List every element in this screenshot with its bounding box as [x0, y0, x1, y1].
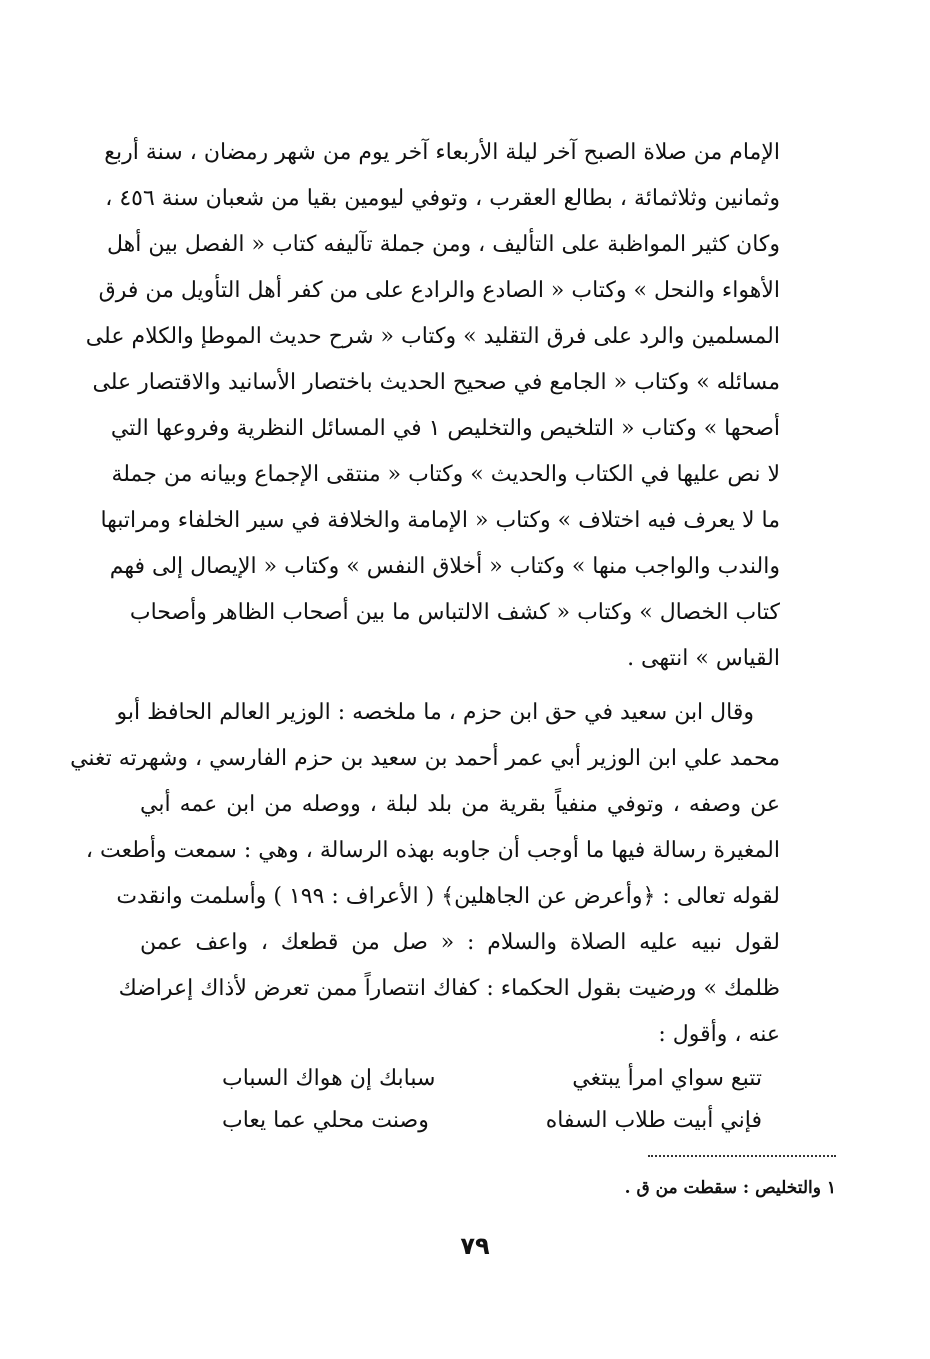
verse-line: [222, 1058, 762, 1100]
text-line: كتاب الخصال » وكتاب « كشف الالتباس ما بين أصحاب الظاهر وأصحاب: [129, 600, 780, 625]
verse-second-hemistich: سبابك إن هواك السباب: [222, 1066, 436, 1091]
text-line: عن وصفه ، وتوفي منفياً بقرية من بلد لبلة ، ووصله من ابن عمه أبي: [140, 792, 780, 817]
text-line: أصحها » وكتاب « التلخيص والتخليص ١ في المسائل النظرية وفروعها التي: [110, 416, 780, 441]
text-line: المسلمين والرد على فرق التقليد » وكتاب « شرح حديث الموطإ والكلام على: [85, 324, 780, 349]
text-line: ظلمك » ورضيت بقول الحكماء : كفاك انتصاراً ممن تعرض لأذاك إعراضك: [118, 976, 780, 1001]
footnote-separator: [648, 1155, 836, 1157]
verse-line: [222, 1100, 762, 1142]
verse-first-hemistich: فإني أبيت طلاب السفاه: [545, 1108, 762, 1133]
text-line: الإمام من صلاة الصبح آخر ليلة الأربعاء آخر يوم من شهر رمضان ، سنة أربع: [104, 140, 780, 165]
text-line: لقوله تعالى : ﴿وأعرض عن الجاهلين﴾ ( الأعراف : ١٩٩ ) وأسلمت وانقدت: [116, 884, 780, 909]
text-line: لا نص عليها في الكتاب والحديث » وكتاب « منتقى الإجماع وبيانه من جملة: [111, 462, 780, 487]
text-line: ما لا يعرف فيه اختلاف » وكتاب « الإمامة والخلافة في سير الخلفاء ومراتبها: [100, 508, 780, 533]
text-line: وكان كثير المواظبة على التأليف ، ومن جملة تآليفه كتاب « الفصل بين أهل: [106, 232, 780, 257]
verse-second-hemistich: وصنت محلي عما يعاب: [222, 1108, 429, 1133]
text-line: القياس » انتهى .: [627, 646, 780, 671]
page-number: ٧٩: [460, 1232, 490, 1260]
text-line: عنه ، وأقول :: [658, 1022, 780, 1047]
text-line: وثمانين وثلاثمائة ، بطالع العقرب ، وتوفي ليومين بقيا من شعبان سنة ٤٥٦ ،: [105, 186, 780, 211]
text-line: وقال ابن سعيد في حق ابن حزم ، ما ملخصه : الوزير العالم الحافظ أبو: [116, 700, 754, 725]
text-line: والندب والواجب منها » وكتاب « أخلاق النفس » وكتاب « الإيصال إلى فهم: [109, 554, 780, 579]
footnote: ١ والتخليص : سقطت من ق .: [624, 1178, 836, 1198]
paragraph-gap: [140, 682, 780, 690]
text-line: المغيرة رسالة فيها ما أوجب أن جاوبه بهذه الرسالة ، وهي : سمعت وأطعت ،: [85, 838, 780, 863]
paragraph-1: [85, 130, 780, 682]
text-line: الأهواء والنحل » وكتاب « الصادع والرادع على من كفر أهل التأويل من فرق: [98, 278, 780, 303]
paragraph-2: [70, 690, 780, 1058]
verse-first-hemistich: تتبع سواي امرأ يبتغي: [572, 1066, 762, 1091]
text-line: لقول نبيه عليه الصلاة والسلام : « صل من قطعك ، واعف عمن: [140, 930, 780, 955]
text-line: مسائله » وكتاب « الجامع في صحيح الحديث باختصار الأسانيد والاقتصار على: [92, 370, 780, 395]
poem: [222, 1058, 762, 1142]
main-text: [70, 130, 780, 1058]
text-line: محمد علي ابن الوزير أبي عمر أحمد بن سعيد بن حزم الفارسي ، وشهرته تغني: [70, 746, 780, 771]
